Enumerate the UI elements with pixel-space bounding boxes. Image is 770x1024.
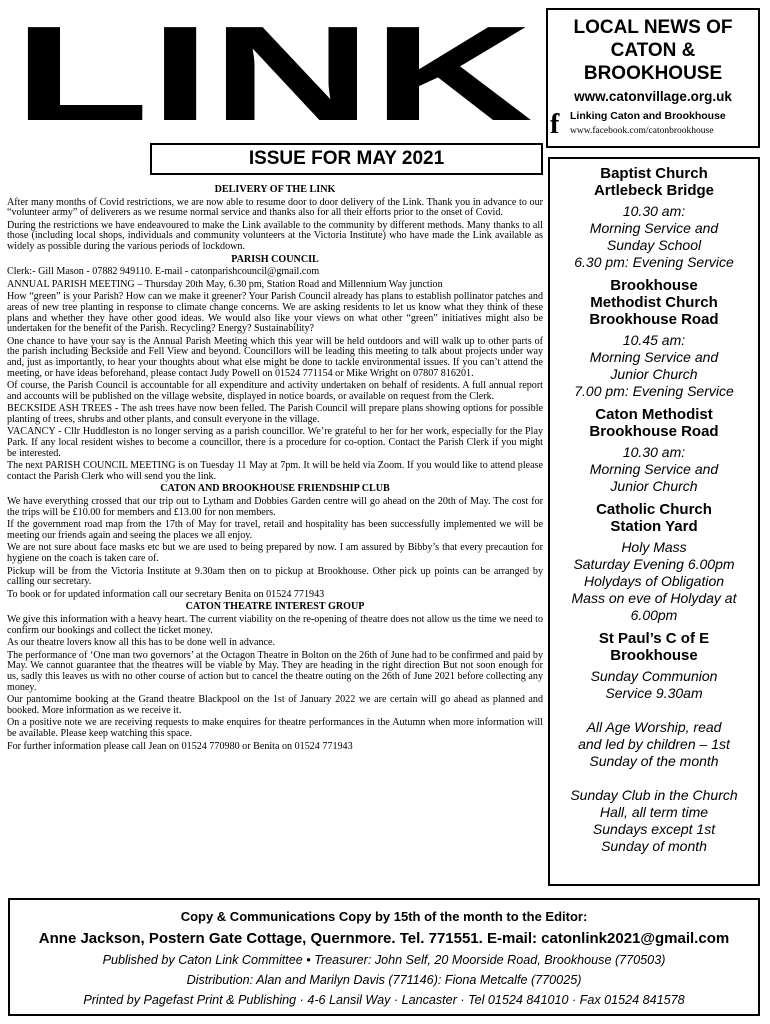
facebook-url[interactable]: www.facebook.com/catonbrookhouse [570,126,714,136]
local-news-box [546,8,760,148]
footer-copy-deadline: Copy & Communications Copy by 15th of the month to the Editor: [180,909,588,924]
church-title-line: Brookhouse Road [589,423,719,440]
link-logo-text: LINK [13,12,533,132]
link-logo-graphic [8,12,538,132]
section-heading-parish-council: PARISH COUNCIL [231,253,319,265]
church-caton-methodist [550,406,758,495]
church-title-line: Baptist Church [600,165,708,182]
service-line: and led by children – 1st [578,736,730,752]
service-line: 7.00 pm: Evening Service [574,383,734,399]
church-title-line: Catholic Church [596,501,712,518]
paragraph: Our pantomime booking at the Grand theatre Blackpool on the 1st of January 2022 we are certain will go ahead as planned and booked. More information as we receive it. [7,694,543,716]
paragraph: BECKSIDE ASH TREES - The ash trees have now been felled. The Parish Council will prepare plans showing options for possible planting of trees, shrubs and other plants, and consult everyone in the village. [7,403,543,425]
service-line: Morning Service and [589,220,719,236]
service-line: Hall, all term time [599,804,709,820]
facebook-row [548,108,758,144]
local-news-title-line: CATON & [610,40,696,61]
website-link[interactable]: www.catonvillage.org.uk [574,89,732,104]
main-articles [7,184,543,754]
service-line: Sunday Club in the Church [570,787,738,803]
service-line: Junior Church [610,478,698,494]
service-line: Sunday of the month [589,753,719,769]
local-news-title [548,16,758,85]
service-line: Sundays except 1st [592,821,716,837]
church-st-pauls [550,630,758,855]
local-news-title-line: BROOKHOUSE [583,63,723,84]
church-services-box [548,157,760,886]
church-brookhouse-methodist [550,277,758,400]
church-title-line: Brookhouse [610,277,698,294]
church-catholic [550,501,758,624]
service-line: 10.45 am: [622,332,686,348]
church-baptist [550,165,758,271]
paragraph: Clerk:- Gill Mason - 07882 949110. E-mail - catonparishcouncil@gmail.com [7,266,320,278]
paragraph: During the restrictions we have endeavoured to make the Link available to the community by different methods. Many thanks to all those (including local shops, individuals and community volunteers at the Victoria Institute) who have made the Link available as widely as possible during the various periods of lockdown. [7,219,543,252]
section-heading-theatre-group: CATON THEATRE INTEREST GROUP [185,601,365,613]
service-line: All Age Worship, read [586,719,722,735]
paragraph: One chance to have your say is the Annual Parish Meeting which this year will be held outdoors and will walk up to other parts of the parish including Beckside and Fell View and beyond. Councillors will be leading this meeting to talk about projects under way and, just as importantly, to hear your thoughts about what else might be done to tackle environmental issues. If you can’t attend the meeting, or have ideas beforehand, please contact Judy Powell on 01524 771154 or Mike Wright on 07807 816201. [7,335,543,379]
service-line: Holydays of Obligation [583,573,725,589]
service-line: Sunday School [606,237,702,253]
church-services [550,444,758,495]
church-title-line: Artlebeck Bridge [593,182,715,199]
facebook-icon: f [550,109,560,140]
service-line: Service 9.30am [605,685,703,701]
issue-title: ISSUE FOR MAY 2021 [150,143,543,175]
church-services [550,668,758,855]
church-title [550,406,758,440]
section-heading-delivery: DELIVERY OF THE LINK [214,184,336,195]
church-title-line: Methodist Church [590,294,718,311]
footer-publisher: Published by Caton Link Committee • Treasurer: John Self, 20 Moorside Road, Brookhouse (770503) [102,953,666,967]
section-heading-friendship-club: CATON AND BROOKHOUSE FRIENDSHIP CLUB [160,483,390,495]
church-services [550,203,758,271]
service-line: Sunday of month [601,838,707,854]
church-title-line: Brookhouse [610,647,698,664]
local-news-title-line: LOCAL NEWS OF [573,17,733,38]
service-line: Mass on eve of Holyday at [571,590,737,606]
paragraph: The performance of ‘One man two governors’ at the Octagon Theatre in Bolton on the 26th of June had to be confirmed and paid by May. We cannot guarantee that the theatres will be viable by May. They are heading in the right direction But not soon enough for us, sadly this leaves us with no other course of action but to cancel the theatre outing on the 26th of June 2021 before collecting any money. [7,649,543,693]
paragraph: For further information please call Jean on 01524 770980 or Benita on 01524 771943 [7,740,353,752]
church-services [550,539,758,624]
paragraph: Pickup will be from the Victoria Institute at 9.30am then on to pickup at Brookhouse. Other pick up points can be arranged by calling our secretary. [7,565,543,588]
paragraph: If the government road map from the 17th of May for travel, retail and hospitality has been successfully implemented we will be meeting our friends again and seeing the places we all enjoy. [7,519,543,541]
service-line: Morning Service and [589,349,719,365]
paragraph: After many months of Covid restrictions, we are now able to resume door to door delivery of the Link. Thank you in advance to our “volunteer army” of deliverers as we resume normal service and thanks also for all their efforts prior to the onset of Covid. [7,196,543,219]
paragraph: We are not sure about face masks etc but we are used to being prepared by now. I am assured by Bibby’s that every precaution for hygiene on the coach is taken care of. [7,542,543,564]
paragraph: To book or for updated information call our secretary Benita on 01524 771943 [7,588,325,600]
paragraph: On a positive note we are receiving requests to make enquires for theatre performances in the Autumn when more information will be available. Please keep watching this space. [7,717,543,739]
church-title-line: Brookhouse Road [589,311,719,328]
service-line: Sunday Communion [590,668,718,684]
church-title [550,501,758,535]
paragraph: The next PARISH COUNCIL MEETING is on Tuesday 11 May at 7pm. It will be held via Zoom. If you would like to attend please contact the Parish Clerk who will send you the link. [7,460,543,482]
paragraph: We have everything crossed that our trip out to Lytham and Dobbies Garden centre will go ahead on the 20th of May. The cost for the trips will be £10.00 for members and £13.00 for non members. [7,496,543,518]
paragraph: How “green” is your Parish? How can we make it greener? Your Parish Council already has plans to establish pollinator patches and areas of new tree planting in response to climate change concerns. We are asking residents to let us know what they think of these plans and whether they have other good ideas. We would also like your views on what other “green” initiatives might also be undertaken for the benefit of the Parish. Recycling? Energy? Sustainability? [7,291,543,335]
service-line: Holy Mass [621,539,687,555]
service-line: Saturday Evening 6.00pm [573,556,735,572]
footer-editor-contact: Anne Jackson, Postern Gate Cottage, Quernmore. Tel. 771551. E-mail: catonlink2021@gmail.com [38,930,730,947]
footer-printer: Printed by Pagefast Print & Publishing · 4-6 Lansil Way · Lancaster · Tel 01524 841010 · Fax 01524 841578 [83,993,685,1007]
church-title [550,277,758,328]
paragraph: Of course, the Parish Council is accountable for all expenditure and activity undertaken on behalf of residents. A full annual report and accounts will be published on the village website, displayed in notice boards, or available on request from the Clerk. [7,380,543,402]
service-spacer [550,770,758,787]
paragraph: VACANCY - Cllr Huddleston is no longer serving as a parish councillor. We’re grateful to her for her work, especially for the Play Park. If any local resident wishes to become a councillor, there is a procedure for co-option. Contact the Parish Clerk if you might be interested. [7,426,543,459]
service-line: 10.30 am: [622,203,686,219]
footer-distribution: Distribution: Alan and Marilyn Davis (771146): Fiona Metcalfe (770025) [186,973,582,987]
footer-box [8,898,760,1016]
service-line: 6.30 pm: Evening Service [574,254,734,270]
link-masthead-logo [8,12,538,132]
paragraph: As our theatre lovers know all this has to be done well in advance. [7,637,275,649]
church-title-line: Station Yard [610,518,698,535]
service-line: 10.30 am: [622,444,686,460]
paragraph: We give this information with a heavy heart. The current viability on the re-opening of theatre does not allow us the time we need to confirm our bookings and collect the ticket money. [7,613,543,636]
paragraph: ANNUAL PARISH MEETING – Thursday 20th May, 6.30 pm, Station Road and Millennium Way junction [7,278,443,290]
church-title-line: St Paul’s C of E [598,630,710,647]
service-line: Morning Service and [589,461,719,477]
service-spacer [550,702,758,719]
church-title [550,165,758,199]
church-title [550,630,758,664]
service-line: Junior Church [610,366,698,382]
church-title-line: Caton Methodist [595,406,713,423]
service-line: 6.00pm [630,607,678,623]
facebook-text: Linking Caton and Brookhouse [570,110,726,122]
church-services [550,332,758,400]
